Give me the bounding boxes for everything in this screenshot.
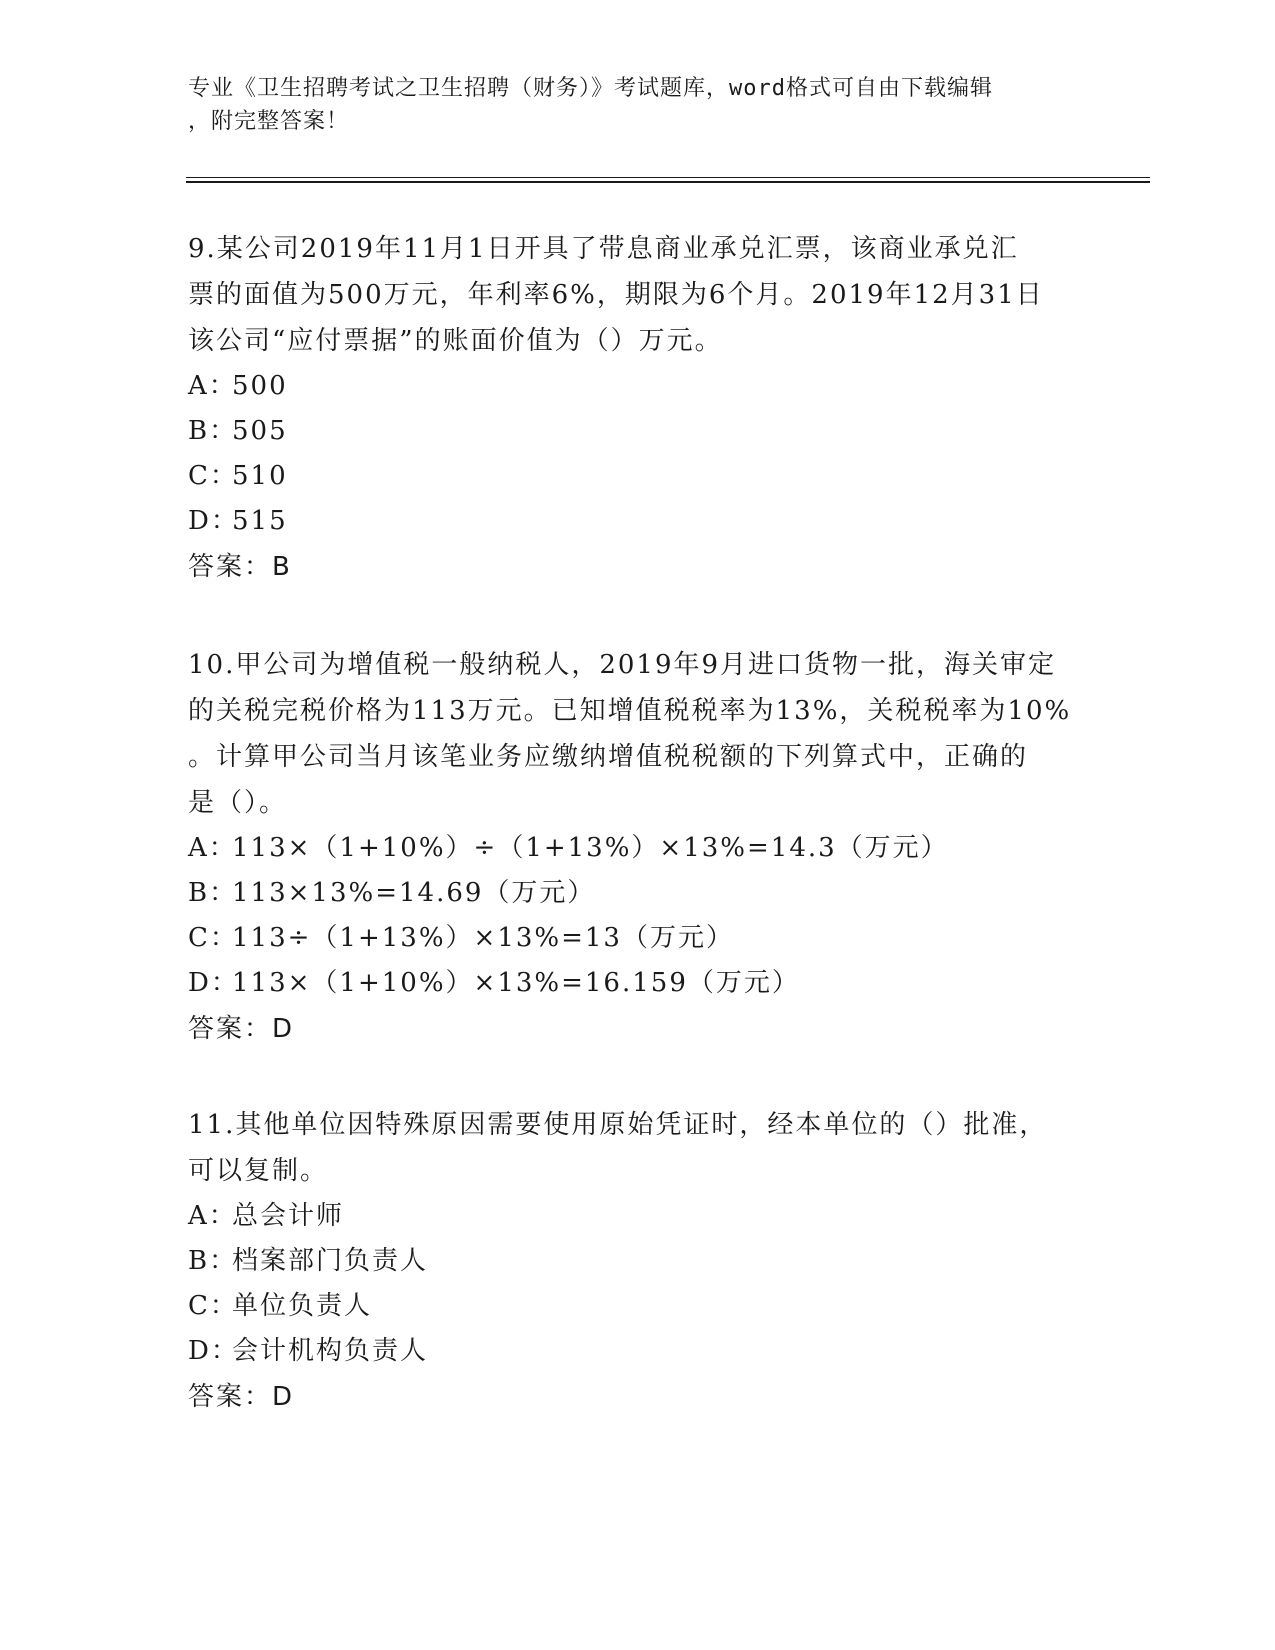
question-11 (188, 1102, 1088, 1420)
option-c (188, 454, 1088, 499)
header-line-1: 专业《卫生招聘考试之卫生招聘（财务）》考试题库，word格式可自由下载编辑 (188, 76, 993, 101)
option-a (188, 364, 1088, 409)
option-label: D： (188, 968, 239, 998)
option-text: 113×13%=14.69（万元） (232, 878, 596, 908)
option-d (188, 961, 1088, 1006)
option-label: D： (188, 506, 239, 536)
question-stem-line: 9.某公司2019年11月1日开具了带息商业承兑汇票，该商业承兑汇 (188, 234, 1019, 264)
option-label: A： (188, 833, 237, 863)
header-divider-thin (186, 177, 1150, 178)
option-text: 113×（1+10%）÷（1+13%）×13%=14.3（万元） (232, 833, 949, 863)
option-label: C： (188, 1291, 238, 1321)
option-b (188, 409, 1088, 454)
option-a (188, 1194, 1088, 1239)
question-stem-line: 10.甲公司为增值税一般纳税人，2019年9月进口货物一批，海关审定 (188, 650, 1057, 680)
option-d (188, 499, 1088, 544)
question-stem-line: 的关税完税价格为113万元。已知增值税税率为13%，关税税率为10% (188, 696, 1072, 726)
answer-text: 答案：D (188, 1014, 295, 1044)
option-d (188, 1329, 1088, 1374)
option-label: C： (188, 461, 238, 491)
document-header (188, 72, 1068, 138)
option-text: 总会计师 (232, 1201, 345, 1231)
option-label: A： (188, 1201, 237, 1231)
option-label: B： (188, 416, 238, 446)
question-stem-line: 票的面值为500万元，年利率6%，期限为6个月。2019年12月31日 (188, 280, 1044, 310)
answer-text: 答案：D (188, 1382, 295, 1412)
option-label: B： (188, 878, 238, 908)
question-stem-line: 是（）。 (188, 788, 288, 818)
option-text: 单位负责人 (232, 1291, 373, 1321)
option-text: 会计机构负责人 (232, 1336, 429, 1366)
question-stem-line: 。计算甲公司当月该笔业务应缴纳增值税税额的下列算式中，正确的 (188, 742, 1029, 772)
header-line-2: ，附完整答案！ (188, 109, 350, 134)
option-a (188, 826, 1088, 871)
header-divider-thick (186, 181, 1150, 183)
option-text: 515 (232, 506, 288, 536)
option-label: B： (188, 1246, 238, 1276)
option-c (188, 916, 1088, 961)
option-b (188, 871, 1088, 916)
option-text: 505 (232, 416, 288, 446)
option-text: 档案部门负责人 (232, 1246, 429, 1276)
option-b (188, 1239, 1088, 1284)
option-text: 113×（1+10%）×13%=16.159（万元） (232, 968, 800, 998)
option-label: D： (188, 1336, 239, 1366)
option-label: A： (188, 371, 237, 401)
question-stem-line: 该公司“应付票据”的账面价值为（）万元。 (188, 326, 723, 356)
option-text: 510 (232, 461, 288, 491)
option-text: 500 (232, 371, 288, 401)
question-10 (188, 642, 1088, 1052)
answer-text: 答案：B (188, 552, 292, 582)
option-label: C： (188, 923, 238, 953)
option-c (188, 1284, 1088, 1329)
question-stem-line: 11.其他单位因特殊原因需要使用原始凭证时，经本单位的（）批准， (188, 1110, 1048, 1140)
option-text: 113÷（1+13%）×13%=13（万元） (232, 923, 734, 953)
question-9 (188, 226, 1088, 590)
question-stem-line: 可以复制。 (188, 1156, 329, 1186)
